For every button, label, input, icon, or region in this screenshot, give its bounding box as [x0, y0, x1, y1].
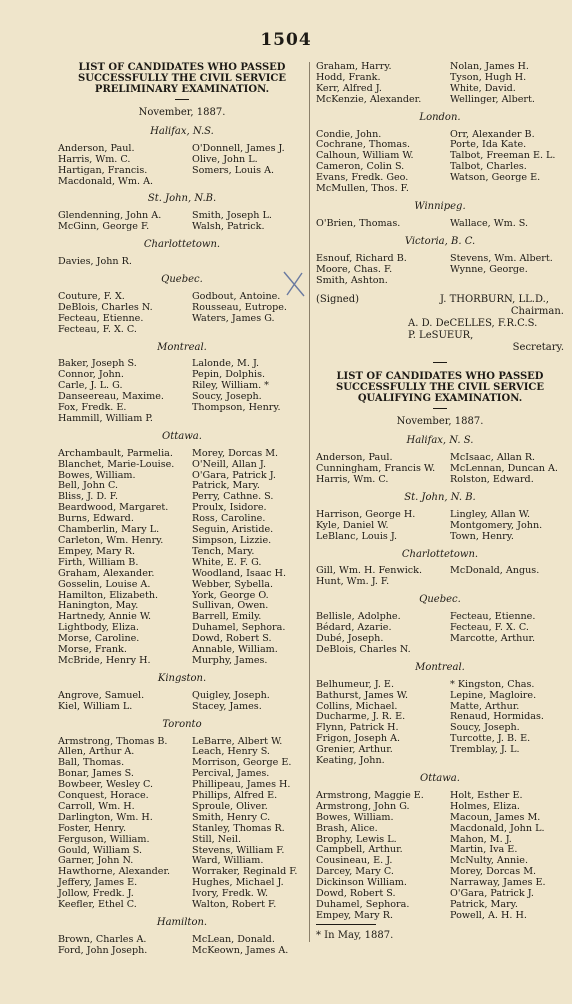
right-column: [316, 62, 564, 922]
candidate-name: [440, 645, 564, 656]
candidate-name: Dubé, Joseph.: [316, 633, 384, 644]
names-list: [58, 935, 306, 957]
candidate-name: Phillips, Alfred E.: [192, 790, 278, 802]
candidate-name: Ford, John Joseph.: [58, 944, 148, 956]
candidate-name: Soucy, Joseph.: [192, 391, 262, 403]
candidate-name: Esnouf, Richard B.: [316, 252, 407, 264]
candidate-name: McMullen, Thos. F.: [316, 183, 409, 195]
candidate-name: Duhamel, Sephora.: [192, 622, 286, 634]
candidate-name: Talbot, Charles.: [450, 161, 527, 173]
names-list: [58, 144, 306, 188]
candidate-name: Kerr, Alfred J.: [316, 82, 382, 94]
names-list: [58, 257, 306, 268]
candidate-name: Renaud, Hormidas.: [450, 711, 544, 723]
candidate-name: O'Donnell, James J.: [192, 142, 285, 154]
candidate-name: Hawthorne, Alexander.: [58, 866, 171, 878]
candidate-name: Tremblay, J. L.: [450, 744, 520, 756]
signer-2: A. D. DeCELLES, F.R.C.S.: [408, 318, 538, 330]
candidate-name: Harris, Wm. C.: [58, 153, 131, 165]
candidate-name: Annable, William.: [192, 644, 278, 656]
location-heading: London.: [419, 111, 461, 123]
candidate-name: Moore, Chas. F.: [316, 263, 393, 275]
candidate-name: White, E. F. G.: [192, 556, 262, 568]
candidate-name: Condie, John.: [316, 128, 382, 140]
candidate-name: Keefler, Ethel C.: [58, 899, 137, 911]
candidate-name: Godbout, Antoine.: [192, 290, 281, 302]
left-sections: [58, 127, 306, 957]
candidate-name: Sproule, Oliver.: [192, 800, 268, 812]
left-column: [58, 62, 306, 957]
candidate-name: Wallace, Wm. S.: [450, 217, 529, 229]
candidate-name: Bowbeer, Wesley C.: [58, 779, 154, 791]
candidate-name: Cousineau, E. J.: [316, 855, 393, 867]
candidate-name: McIsaac, Allan R.: [450, 452, 536, 464]
footnote-rule: [316, 924, 376, 925]
candidate-name: Stanley, Thomas R.: [192, 822, 285, 834]
candidate-name: Ferguson, William.: [58, 833, 150, 845]
candidate-name: Gould, William S.: [58, 844, 143, 856]
candidate-name: LeBlanc, Louis J.: [316, 530, 398, 542]
location-heading: Montreal.: [157, 341, 207, 353]
exam-date: November, 1887.: [138, 107, 226, 118]
candidate-name: McKeown, James A.: [192, 944, 289, 956]
candidate-name: Riley, William. *: [192, 380, 269, 392]
candidate-name: Walsh, Patrick.: [192, 221, 265, 233]
candidate-name: Connor, John.: [58, 369, 124, 381]
candidate-name: Barrell, Emily.: [192, 611, 262, 623]
candidate-name: O'Brien, Thomas.: [316, 217, 401, 229]
location-heading: Montreal.: [415, 661, 465, 673]
candidate-name: Fecteau, Etienne.: [58, 312, 144, 324]
candidate-name: Bédard, Azarie.: [316, 622, 392, 634]
location-heading: Quebec.: [419, 594, 461, 606]
right-sections-a: [316, 113, 564, 287]
candidate-name: Kiel, William L.: [58, 700, 133, 712]
candidate-name: Lightbody, Eliza.: [58, 622, 139, 634]
candidate-name: Gosselin, Louise A.: [58, 578, 151, 590]
candidate-name: Seguin, Aristide.: [192, 524, 274, 536]
candidate-name: McNulty, Annie.: [450, 855, 529, 867]
names-list: [316, 680, 564, 767]
candidate-name: Anderson, Paul.: [316, 452, 393, 464]
candidate-name: Holt, Esther E.: [450, 789, 523, 801]
candidate-name: Darcey, Mary C.: [316, 866, 394, 878]
candidate-name: White, David.: [450, 82, 516, 94]
candidate-name: Somers, Louis A.: [192, 164, 275, 176]
names-list: [58, 211, 306, 233]
names-list: [316, 510, 564, 543]
candidate-name: Powell, A. H. H.: [450, 909, 527, 921]
candidate-name: Garner, John N.: [58, 855, 134, 867]
names-list: [316, 791, 564, 922]
candidate-name: Fox, Fredk. E.: [58, 402, 127, 414]
candidate-name: Cochrane, Thomas.: [316, 139, 411, 151]
candidate-name: Duhamel, Sephora.: [316, 898, 410, 910]
candidate-name: Hammill, William P.: [58, 412, 153, 424]
candidate-name: Firth, William B.: [58, 556, 139, 568]
candidate-name: Dickinson William.: [316, 877, 407, 889]
candidate-name: Turcotte, J. B. E.: [450, 733, 531, 745]
candidate-name: Holmes, Eliza.: [450, 800, 520, 812]
candidate-name: Walton, Robert F.: [192, 899, 277, 911]
candidate-name: Matte, Arthur.: [450, 700, 520, 712]
candidate-name: Ball, Thomas.: [58, 757, 125, 769]
candidate-name: Mahon, M. J.: [450, 833, 512, 845]
candidate-name: Danseereau, Maxime.: [58, 391, 164, 403]
candidate-name: Kyle, Daniel W.: [316, 519, 389, 531]
candidate-name: Worraker, Reginald F.: [192, 866, 298, 878]
candidate-name: LeBarre, Albert W.: [192, 735, 283, 747]
candidate-name: Morse, Caroline.: [58, 633, 140, 645]
candidate-name: Proulx, Isidore.: [192, 502, 267, 514]
list-title-qualifying: LIST OF CANDIDATES WHO PASSED SUCCESSFULLY THE CIVIL SERVICE QUALIFYING EXAMINATION.: [336, 371, 544, 405]
candidate-name: Murphy, James.: [192, 654, 268, 666]
candidate-name: Morse, Frank.: [58, 644, 127, 656]
candidate-name: Nolan, James H.: [450, 61, 529, 72]
title-rule: [175, 99, 189, 100]
names-list: [58, 737, 306, 912]
candidate-name: [182, 257, 306, 268]
candidate-name: Brown, Charles A.: [58, 933, 147, 945]
candidate-name: Waters, James G.: [192, 312, 275, 324]
candidate-name: Hanington, May.: [58, 600, 139, 612]
candidate-name: Martin, Iva E.: [450, 844, 518, 856]
candidate-name: * Kingston, Chas.: [450, 678, 535, 690]
candidate-name: Foster, Henry.: [58, 822, 126, 834]
candidate-name: Frigon, Joseph A.: [316, 733, 401, 745]
exam-date-2: November, 1887.: [396, 416, 484, 428]
candidate-name: Ivory, Fredk. W.: [192, 888, 269, 900]
candidate-name: Belhumeur, J. E.: [316, 678, 394, 690]
candidate-name: Fecteau, F. X. C.: [58, 323, 137, 335]
candidate-name: DeBlois, Charles N.: [58, 301, 153, 313]
signer-3: P. LeSUEUR,: [408, 330, 474, 342]
continued-names: [316, 62, 564, 106]
candidate-name: [440, 577, 564, 588]
candidate-name: Hartigan, Francis.: [58, 164, 148, 176]
signature-block: [316, 294, 564, 354]
candidate-name: Hunt, Wm. J. F.: [316, 576, 390, 588]
candidate-name: Tyson, Hugh H.: [450, 71, 527, 83]
candidate-name: Empey, Mary R.: [58, 545, 136, 557]
candidate-name: Conquest, Horace.: [58, 790, 149, 802]
location-heading: Toronto: [162, 718, 202, 730]
candidate-name: Watson, George E.: [450, 172, 541, 184]
candidate-name: Lingley, Allan W.: [450, 508, 530, 520]
candidate-name: Beardwood, Margaret.: [58, 502, 169, 514]
candidate-name: Fecteau, Etienne.: [450, 611, 536, 623]
candidate-name: Marcotte, Arthur.: [450, 633, 536, 644]
candidate-name: McDonald, Angus.: [450, 565, 540, 577]
candidate-name: Armstrong, Thomas B.: [58, 735, 168, 747]
candidate-name: Archambault, Parmelia.: [58, 447, 173, 459]
candidate-name: Davies, John R.: [58, 256, 132, 268]
candidate-name: Leach, Henry S.: [192, 746, 270, 758]
candidate-name: Still, Neil.: [192, 833, 241, 845]
names-list: [58, 691, 306, 713]
candidate-name: O'Gara, Patrick J.: [450, 888, 534, 900]
location-heading: Ottawa.: [162, 430, 202, 442]
candidate-name: Stacey, James.: [192, 700, 262, 712]
signer-3-role: Secretary.: [512, 342, 564, 354]
candidate-name: [182, 325, 306, 336]
candidate-name: Montgomery, John.: [450, 519, 543, 531]
candidate-name: Dowd, Robert S.: [316, 888, 396, 900]
candidate-name: Dowd, Robert S.: [192, 633, 272, 645]
names-list: [316, 453, 564, 486]
candidate-name: Bonar, James S.: [58, 768, 134, 780]
candidate-name: Rolston, Edward.: [450, 474, 534, 486]
candidate-name: Patrick, Mary.: [450, 898, 518, 910]
candidate-name: Stevens, William F.: [192, 844, 285, 856]
candidate-name: Carleton, Wm. Henry.: [58, 535, 164, 546]
candidate-name: Bowes, William.: [316, 811, 394, 823]
candidate-name: Porte, Ida Kate.: [450, 139, 527, 151]
candidate-name: Hughes, Michael J.: [192, 877, 284, 889]
location-heading: Charlottetown.: [143, 239, 221, 251]
candidate-name: Graham, Alexander.: [58, 567, 155, 579]
location-heading: Winnipeg.: [414, 200, 466, 212]
location-heading: St. John, N.B.: [147, 193, 217, 205]
candidate-name: [440, 276, 564, 287]
candidate-name: Stevens, Wm. Albert.: [450, 252, 553, 264]
candidate-name: Graham, Harry.: [316, 61, 392, 72]
candidate-name: Macoun, James M.: [450, 811, 541, 823]
candidate-name: Lepine, Magloire.: [450, 689, 537, 701]
candidate-name: McBride, Henry H.: [58, 654, 151, 666]
signer-1: J. THORBURN, LL.D.,: [440, 294, 549, 306]
candidate-name: York, George O.: [192, 589, 269, 601]
signature-rule: [433, 362, 447, 363]
candidate-name: Armstrong, Maggie E.: [316, 789, 424, 801]
right-sections-b: [316, 436, 564, 921]
column-divider: [309, 62, 310, 942]
candidate-name: Macdonald, Wm. A.: [58, 175, 154, 187]
candidate-name: O'Neill, Allan J.: [192, 458, 267, 470]
candidate-name: Ross, Caroline.: [192, 513, 266, 525]
candidate-name: Webber, Sybella.: [192, 578, 274, 590]
candidate-name: Jeffery, James E.: [58, 877, 138, 889]
candidate-name: [182, 414, 306, 425]
location-heading: Halifax, N. S.: [406, 435, 474, 447]
names-list: [316, 219, 564, 230]
candidate-name: Orr, Alexander B.: [450, 128, 535, 140]
candidate-name: Flynn, Patrick H.: [316, 722, 399, 734]
location-heading: Kingston.: [157, 672, 207, 684]
candidate-name: Morey, Dorcas M.: [192, 447, 279, 459]
title-rule-2: [433, 408, 447, 409]
candidate-name: Carle, J. L. G.: [58, 380, 123, 392]
names-list: [316, 254, 564, 287]
location-heading: Hamilton.: [156, 917, 208, 928]
candidate-name: Bliss, J. D. F.: [58, 491, 118, 503]
page-number: 1504: [260, 30, 312, 50]
location-heading: St. John, N. B.: [404, 491, 476, 503]
candidate-name: [440, 756, 564, 767]
footnote: * In May, 1887.: [316, 930, 394, 941]
candidate-name: Allen, Arthur A.: [58, 746, 135, 758]
candidate-name: Fecteau, F. X. C.: [450, 622, 529, 634]
candidate-name: Olive, John L.: [192, 153, 258, 165]
names-list: [316, 130, 564, 195]
candidate-name: Darlington, Wm. H.: [58, 811, 153, 823]
candidate-name: DeBlois, Charles N.: [316, 643, 411, 655]
candidate-name: Campbell, Arthur.: [316, 844, 403, 856]
candidate-name: Narraway, James E.: [450, 877, 546, 889]
candidate-name: Rousseau, Eutrope.: [192, 301, 287, 313]
candidate-name: Bowes, William.: [58, 469, 136, 481]
names-list: [316, 612, 564, 656]
candidate-name: Macdonald, John L.: [450, 822, 545, 834]
location-heading: Ottawa.: [420, 772, 460, 784]
location-heading: Victoria, B. C.: [404, 235, 476, 247]
candidate-name: Phillipeau, James H.: [192, 779, 291, 791]
candidate-name: Sullivan, Owen.: [192, 600, 269, 612]
candidate-name: Perry, Cathne. S.: [192, 491, 274, 503]
candidate-name: Cameron, Colin S.: [316, 161, 405, 173]
candidate-name: Simpson, Lizzie.: [192, 535, 272, 546]
candidate-name: Chamberlin, Mary L.: [58, 524, 160, 536]
candidate-name: Lalonde, M. J.: [192, 358, 260, 370]
candidate-name: Wynne, George.: [450, 263, 528, 275]
candidate-name: Hamilton, Elizabeth.: [58, 589, 159, 601]
location-heading: Charlottetown.: [401, 548, 479, 560]
candidate-name: Morey, Dorcas M.: [450, 866, 537, 878]
candidate-name: Empey, Mary R.: [316, 909, 394, 921]
candidate-name: Angrove, Samuel.: [58, 689, 145, 701]
candidate-name: Armstrong, John G.: [316, 800, 410, 812]
candidate-name: Tench, Mary.: [192, 545, 255, 557]
candidate-name: Wellinger, Albert.: [450, 93, 535, 105]
candidate-name: O'Gara, Patrick J.: [192, 469, 276, 481]
names-list: [58, 359, 306, 424]
candidate-name: Carroll, Wm. H.: [58, 800, 135, 812]
candidate-name: Talbot, Freeman E. L.: [450, 150, 556, 162]
candidate-name: Hartnedy, Annie W.: [58, 611, 152, 623]
candidate-name: Smith, Henry C.: [192, 811, 271, 823]
candidate-name: Pepin, Dolphis.: [192, 369, 266, 381]
candidate-name: Soucy, Joseph.: [450, 722, 520, 734]
candidate-name: Grenier, Arthur.: [316, 744, 393, 756]
candidate-name: McKenzie, Alexander.: [316, 93, 422, 105]
names-list: [58, 292, 306, 336]
candidate-name: McLennan, Duncan A.: [450, 463, 558, 475]
candidate-name: Morrison, George E.: [192, 757, 292, 769]
candidate-name: Calhoun, William W.: [316, 150, 414, 162]
candidate-name: Cunningham, Francis W.: [316, 463, 436, 475]
candidate-name: Bellisle, Adolphe.: [316, 611, 401, 623]
location-heading: Quebec.: [161, 273, 203, 285]
names-list: [58, 449, 306, 667]
candidate-name: Percival, James.: [192, 768, 270, 780]
candidate-name: Anderson, Paul.: [58, 142, 135, 154]
candidate-name: Bathurst, James W.: [316, 689, 408, 701]
candidate-name: McGinn, George F.: [58, 221, 150, 233]
list-title-preliminary: LIST OF CANDIDATES WHO PASSED SUCCESSFULLY THE CIVIL SERVICE PRELIMINARY EXAMINATION.: [78, 62, 286, 95]
candidate-name: Bell, John C.: [58, 480, 119, 492]
candidate-name: McLean, Donald.: [192, 933, 275, 945]
candidate-name: Harris, Wm. C.: [316, 474, 389, 486]
candidate-name: Jollow, Fredk. J.: [58, 888, 134, 900]
candidate-name: Quigley, Joseph.: [192, 689, 270, 701]
signed-label: (Signed): [316, 294, 360, 306]
location-heading: Halifax, N.S.: [150, 125, 214, 137]
candidate-name: Couture, F. X.: [58, 290, 125, 302]
candidate-name: Thompson, Henry.: [192, 402, 281, 414]
candidate-name: [440, 184, 564, 195]
candidate-name: Smith, Joseph L.: [192, 210, 272, 222]
candidate-name: Brophy, Lewis L.: [316, 833, 397, 845]
candidate-name: Burns, Edward.: [58, 513, 134, 525]
candidate-name: Smith, Ashton.: [316, 274, 388, 286]
candidate-name: Brash, Alice.: [316, 822, 378, 834]
candidate-name: Ducharme, J. R. E.: [316, 711, 406, 723]
candidate-name: Hodd, Frank.: [316, 71, 381, 83]
candidate-name: Glendenning, John A.: [58, 210, 162, 222]
candidate-name: Harrison, George H.: [316, 508, 416, 520]
candidate-name: Collins, Michael.: [316, 700, 398, 712]
names-list: [316, 566, 564, 588]
candidate-name: Gill, Wm. H. Fenwick.: [316, 565, 422, 577]
candidate-name: Town, Henry.: [450, 530, 514, 542]
candidate-name: Patrick, Mary.: [192, 480, 260, 492]
candidate-name: Ward, William.: [192, 855, 264, 867]
candidate-name: Woodland, Isaac H.: [192, 567, 287, 579]
candidate-name: Blanchet, Marie-Louise.: [58, 458, 175, 470]
candidate-name: [182, 177, 306, 188]
candidate-name: Keating, John.: [316, 755, 385, 767]
candidate-name: Baker, Joseph S.: [58, 358, 137, 370]
signer-1-role: Chairman.: [510, 306, 564, 318]
candidate-name: Evans, Fredk. Geo.: [316, 172, 409, 184]
